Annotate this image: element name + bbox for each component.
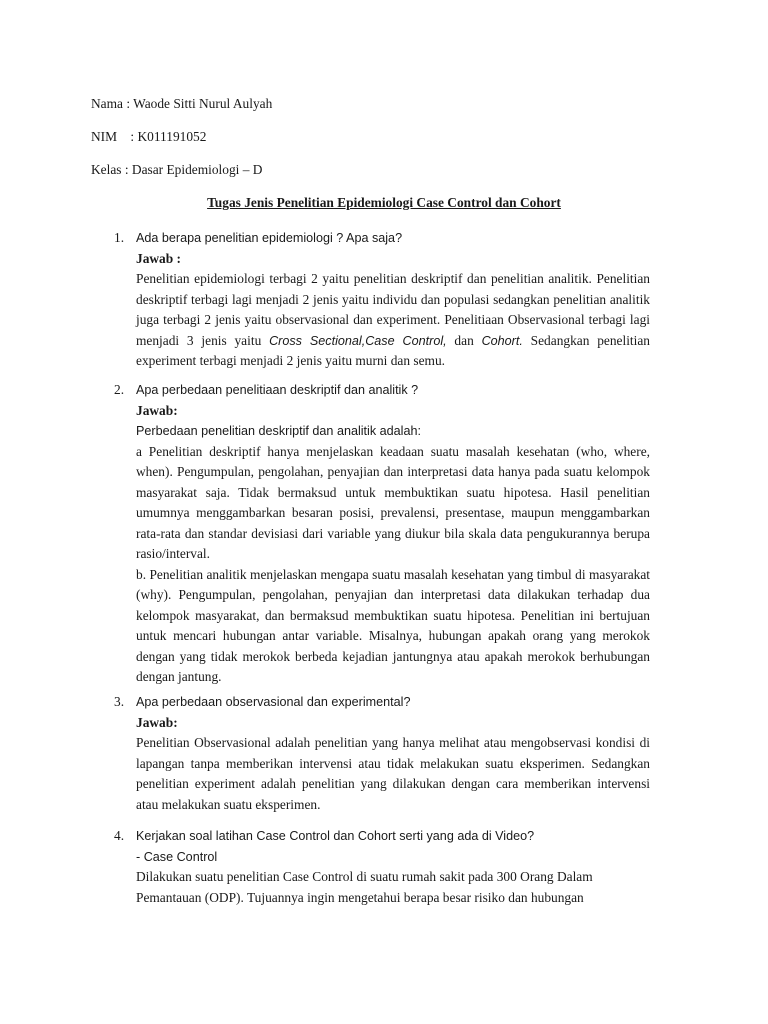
question-number: 1. — [114, 230, 125, 245]
answer-label: Jawab : — [136, 250, 182, 266]
answer-label: Jawab: — [136, 714, 178, 730]
question-3 — [114, 692, 650, 815]
question-text: Apa perbedaan penelitiaan deskriptif dan analitik ? — [136, 383, 419, 397]
student-name: Nama : Waode Sitti Nurul Aulyah — [91, 96, 273, 111]
answer-point-b: b. Penelitian analitik menjelaskan mengapa suatu masalah kesehatan yang timbul di masyarakat (why). Pengumpulan, pengolahan, penyajian dan interpretasi data dilakukan terhadap dua kelompok masyarakat, dan bermaksud membuktikan suatu hipotesa. Penelitian ini bertujuan untuk mencari hubungan antar variable. Misalnya, hubungan apakah orang yang merokok dengan yang tidak merokok berbeda kejadian jantungnya atau apakah merokok berhubungan dengan jantung. — [136, 566, 650, 684]
question-text: Kerjakan soal latihan Case Control dan Cohort serti yang ada di Video? — [136, 829, 535, 843]
answer-text: Penelitian Observasional adalah penelitian yang hanya melihat atau mengobservasi kondisi di lapangan tanpa memberikan intervensi atau tidak melakukan suatu eksperimen. Sedangkan penelitian experiment adalah penelitian yang dilakukan dengan cara memberikan intervensi atau melakukan suatu eksperimen. — [136, 735, 650, 812]
document-title: Tugas Jenis Penelitian Epidemiologi Case Control dan Cohort — [207, 195, 561, 210]
answer-text: Penelitian epidemiologi terbagi 2 yaitu penelitian deskriptif dan penelitian analitik. Penelitian deskriptif terbagi lagi menjadi 2 jenis yaitu individu dan populasi sedangkan penelitian analitik juga terbagi 2 jenis yaitu observasional dan experiment. Penelitiaan Observasional terbagi lagi menjadi 3 jenis yaitu Cross Sectional,Case Control, dan Cohort. Sedangkan penelitian experiment terbagi menjadi 2 jenis yaitu murni dan semu. — [136, 271, 651, 368]
answer-intro: Perbedaan penelitian deskriptif dan analitik adalah: — [136, 424, 421, 438]
question-text: Apa perbedaan observasional dan experimental? — [136, 695, 411, 709]
question-number: 4. — [114, 828, 125, 843]
question-number: 3. — [114, 694, 125, 709]
question-1 — [114, 228, 650, 372]
answer-italic-terms: Cross Sectional,Case Control, — [269, 333, 447, 348]
question-text: Ada berapa penelitian epidemiologi ? Apa saja? — [136, 231, 403, 245]
student-nim: NIM : K011191052 — [91, 129, 207, 144]
answer-label: Jawab: — [136, 402, 178, 418]
answer-point-a: a Penelitian deskriptif hanya menjelaskan keadaan suatu masalah kesehatan (who, where, when). Pengumpulan, pengolahan, penyajian dan interpretasi data hanya pada suatu kelompok masyarakat saja. Tidak bermaksud untuk membuktikan suatu hipotesa. Hasil penelitian umumnya menggambarkan besaran posisi, prevalensi, presentase, maupun menggambarkan rata-rata dan standar devisiasi dari variable yang diukur bila skala data pengukurannya berupa rasio/interval. — [136, 443, 650, 561]
question-2 — [114, 380, 650, 688]
answer-text: Dilakukan suatu penelitian Case Control di suatu rumah sakit pada 300 Orang Dalam Pemantauan (ODP). Tujuannya ingin mengetahui berapa besar risiko dan hubungan — [136, 869, 593, 905]
question-number: 2. — [114, 382, 125, 397]
answer-subheading: - Case Control — [136, 849, 218, 864]
student-class: Kelas : Dasar Epidemiologi – D — [91, 162, 263, 177]
answer-italic-cohort: Cohort. — [481, 333, 523, 348]
question-4 — [114, 826, 650, 908]
